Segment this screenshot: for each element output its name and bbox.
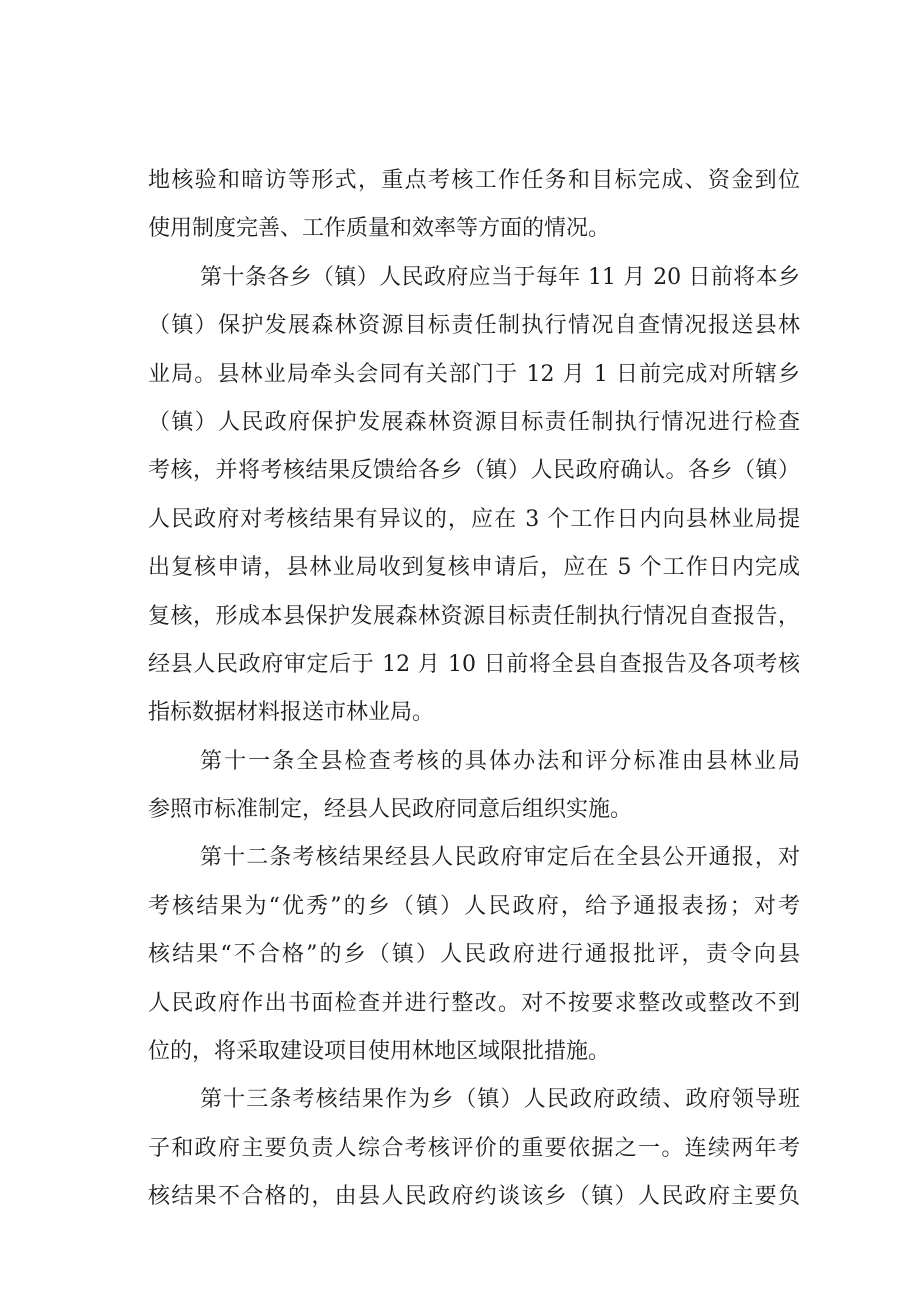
- text-line: 指标数据材料报送市林业局。: [148, 700, 435, 726]
- text-line: （镇）保护发展森林资源目标责任制执行情况自查情况报送县林: [148, 313, 800, 339]
- text-line: 第十二条考核结果经县人民政府审定后在全县公开通报，对: [200, 845, 800, 871]
- text-line: 第十条各乡（镇）人民政府应当于每年 11 月 20 日前将本乡: [200, 264, 800, 290]
- text-line: 人民政府作出书面检查并进行整改。对不按要求整改或整改不到: [148, 990, 800, 1016]
- text-line: 考核结果为“优秀”的乡（镇）人民政府，给予通报表扬；对考: [148, 893, 800, 919]
- paragraph-article-13: [148, 1076, 800, 1221]
- text-line: 经县人民政府审定后于 12 月 10 日前将全县自查报告及各项考核: [148, 651, 800, 677]
- text-line: 复核，形成本县保护发展森林资源目标责任制执行情况自查报告，: [148, 603, 800, 629]
- text-line: 位的，将采取建设项目使用林地区域限批措施。: [148, 1039, 611, 1065]
- text-line: 核结果不合格的，由县人民政府约谈该乡（镇）人民政府主要负: [148, 1184, 800, 1210]
- text-line: 业局。县林业局牵头会同有关部门于 12 月 1 日前完成对所辖乡: [148, 361, 800, 387]
- text-line: 参照市标准制定，经县人民政府同意后组织实施。: [148, 797, 633, 823]
- text-line: 第十一条全县检查考核的具体办法和评分标准由县林业局: [200, 748, 800, 774]
- text-line: 考核，并将考核结果反馈给各乡（镇）人民政府确认。各乡（镇）: [148, 458, 800, 484]
- paragraph-article-12: [148, 834, 800, 1076]
- paragraph-article-11: [148, 738, 800, 835]
- text-line: 使用制度完善、工作质量和效率等方面的情况。: [148, 216, 611, 242]
- paragraph-continuation: [148, 157, 800, 254]
- text-line: 第十三条考核结果作为乡（镇）人民政府政绩、政府领导班: [200, 1087, 800, 1113]
- paragraph-article-10: [148, 254, 800, 738]
- text-line: 子和政府主要负责人综合考核评价的重要依据之一。连续两年考: [148, 1135, 800, 1161]
- text-line: 地核验和暗访等形式，重点考核工作任务和目标完成、资金到位: [148, 168, 800, 193]
- text-line: （镇）人民政府保护发展森林资源目标责任制执行情况进行检查: [148, 409, 800, 435]
- text-line: 人民政府对考核结果有异议的，应在 3 个工作日内向县林业局提: [148, 506, 800, 532]
- text-line: 核结果“不合格”的乡（镇）人民政府进行通报批评，责令向县: [148, 942, 800, 968]
- text-line: 出复核申请，县林业局收到复核申请后，应在 5 个工作日内完成: [148, 555, 800, 581]
- document-body: [148, 157, 800, 1222]
